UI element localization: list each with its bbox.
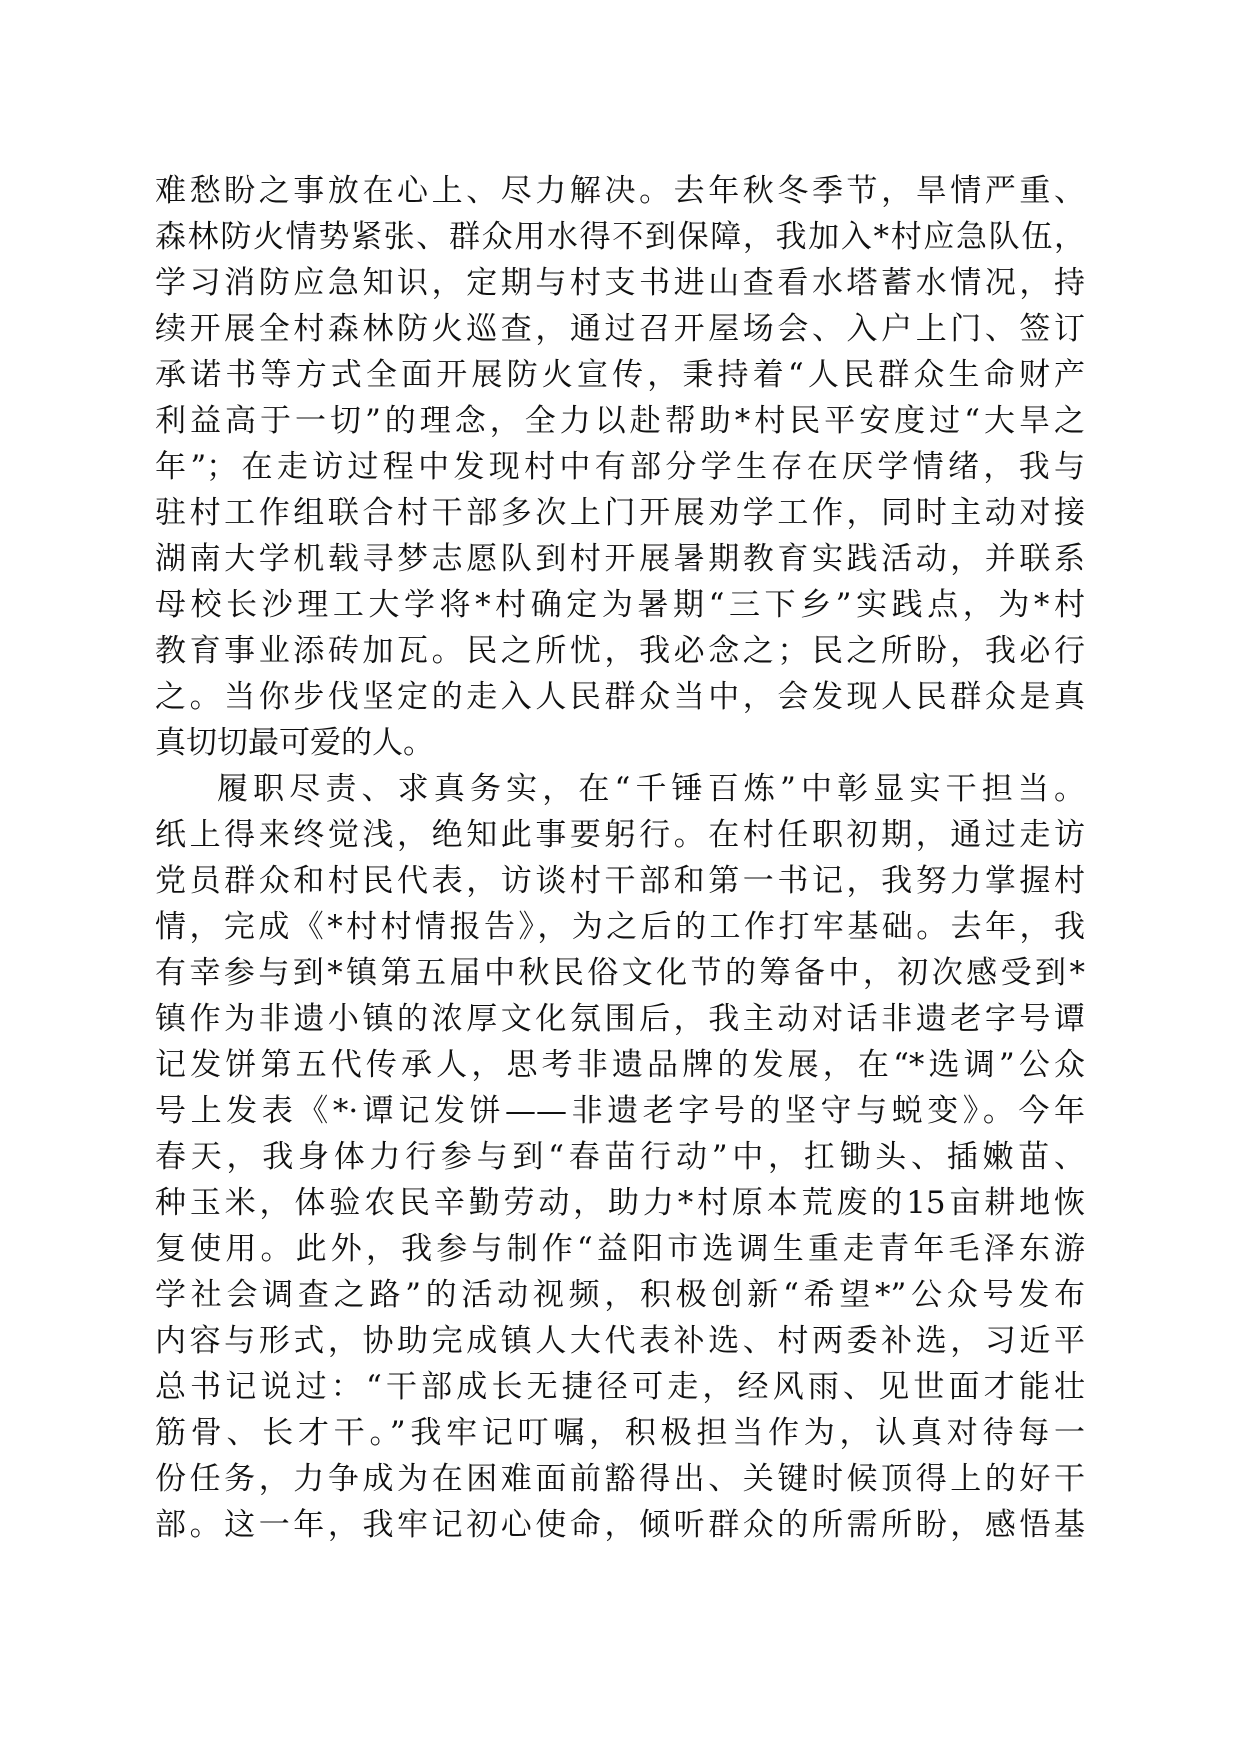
text-line: 难愁盼之事放在心上、尽力解决。去年秋冬季节，旱情严重、	[155, 173, 1085, 209]
paragraph-heading-line: 履职尽责、求真务实，在“千锤百炼”中彰显实干担当。	[217, 771, 1085, 807]
text-line: 份任务，力争成为在困难面前豁得出、关键时候顶得上的好干	[155, 1461, 1085, 1497]
text-line: 总书记说过：“干部成长无捷径可走，经风雨、见世面才能壮	[155, 1369, 1085, 1405]
text-line: 续开展全村森林防火巡查，通过召开屋场会、入户上门、签订	[155, 311, 1085, 347]
text-line: 内容与形式，协助完成镇人大代表补选、村两委补选，习近平	[155, 1323, 1085, 1359]
text-line: 复使用。此外，我参与制作“益阳市选调生重走青年毛泽东游	[155, 1231, 1085, 1267]
body-text	[155, 168, 1085, 1548]
text-line: 部。这一年，我牢记初心使命，倾听群众的所需所盼，感悟基	[155, 1507, 1085, 1543]
text-line: 母校长沙理工大学将*村确定为暑期“三下乡”实践点，为*村	[155, 587, 1085, 623]
paragraph-end-line: 真切切最可爱的人。	[155, 725, 434, 761]
text-line: 利益高于一切”的理念，全力以赴帮助*村民平安度过“大旱之	[155, 403, 1085, 439]
text-line: 纸上得来终觉浅，绝知此事要躬行。在村任职初期，通过走访	[155, 817, 1085, 853]
text-line: 驻村工作组联合村干部多次上门开展劝学工作，同时主动对接	[155, 495, 1085, 531]
text-line: 种玉米，体验农民辛勤劳动，助力*村原本荒废的15亩耕地恢	[155, 1185, 1085, 1221]
text-line: 春天，我身体力行参与到“春苗行动”中，扛锄头、插嫩苗、	[155, 1139, 1085, 1175]
text-line: 学社会调查之路”的活动视频，积极创新“希望*”公众号发布	[155, 1277, 1085, 1313]
text-line: 有幸参与到*镇第五届中秋民俗文化节的筹备中，初次感受到*	[155, 955, 1085, 991]
text-line: 学习消防应急知识，定期与村支书进山查看水塔蓄水情况，持	[155, 265, 1085, 301]
text-line: 党员群众和村民代表，访谈村干部和第一书记，我努力掌握村	[155, 863, 1085, 899]
text-line: 森林防火情势紧张、群众用水得不到保障，我加入*村应急队伍，	[155, 219, 1085, 255]
text-line: 镇作为非遗小镇的浓厚文化氛围后，我主动对话非遗老字号谭	[155, 1001, 1085, 1037]
text-line: 湖南大学机载寻梦志愿队到村开展暑期教育实践活动，并联系	[155, 541, 1085, 577]
text-line: 教育事业添砖加瓦。民之所忧，我必念之；民之所盼，我必行	[155, 633, 1085, 669]
text-line: 号上发表《*·谭记发饼——非遗老字号的坚守与蜕变》。今年	[155, 1093, 1085, 1129]
text-line: 之。当你步伐坚定的走入人民群众当中，会发现人民群众是真	[155, 679, 1085, 715]
text-line: 承诺书等方式全面开展防火宣传，秉持着“人民群众生命财产	[155, 357, 1085, 393]
text-line: 年”；在走访过程中发现村中有部分学生存在厌学情绪，我与	[155, 449, 1085, 485]
text-line: 情，完成《*村村情报告》，为之后的工作打牢基础。去年，我	[155, 909, 1085, 945]
text-line: 筋骨、长才干。”我牢记叮嘱，积极担当作为，认真对待每一	[155, 1415, 1085, 1451]
text-line: 记发饼第五代传承人，思考非遗品牌的发展，在“*选调”公众	[155, 1047, 1085, 1083]
